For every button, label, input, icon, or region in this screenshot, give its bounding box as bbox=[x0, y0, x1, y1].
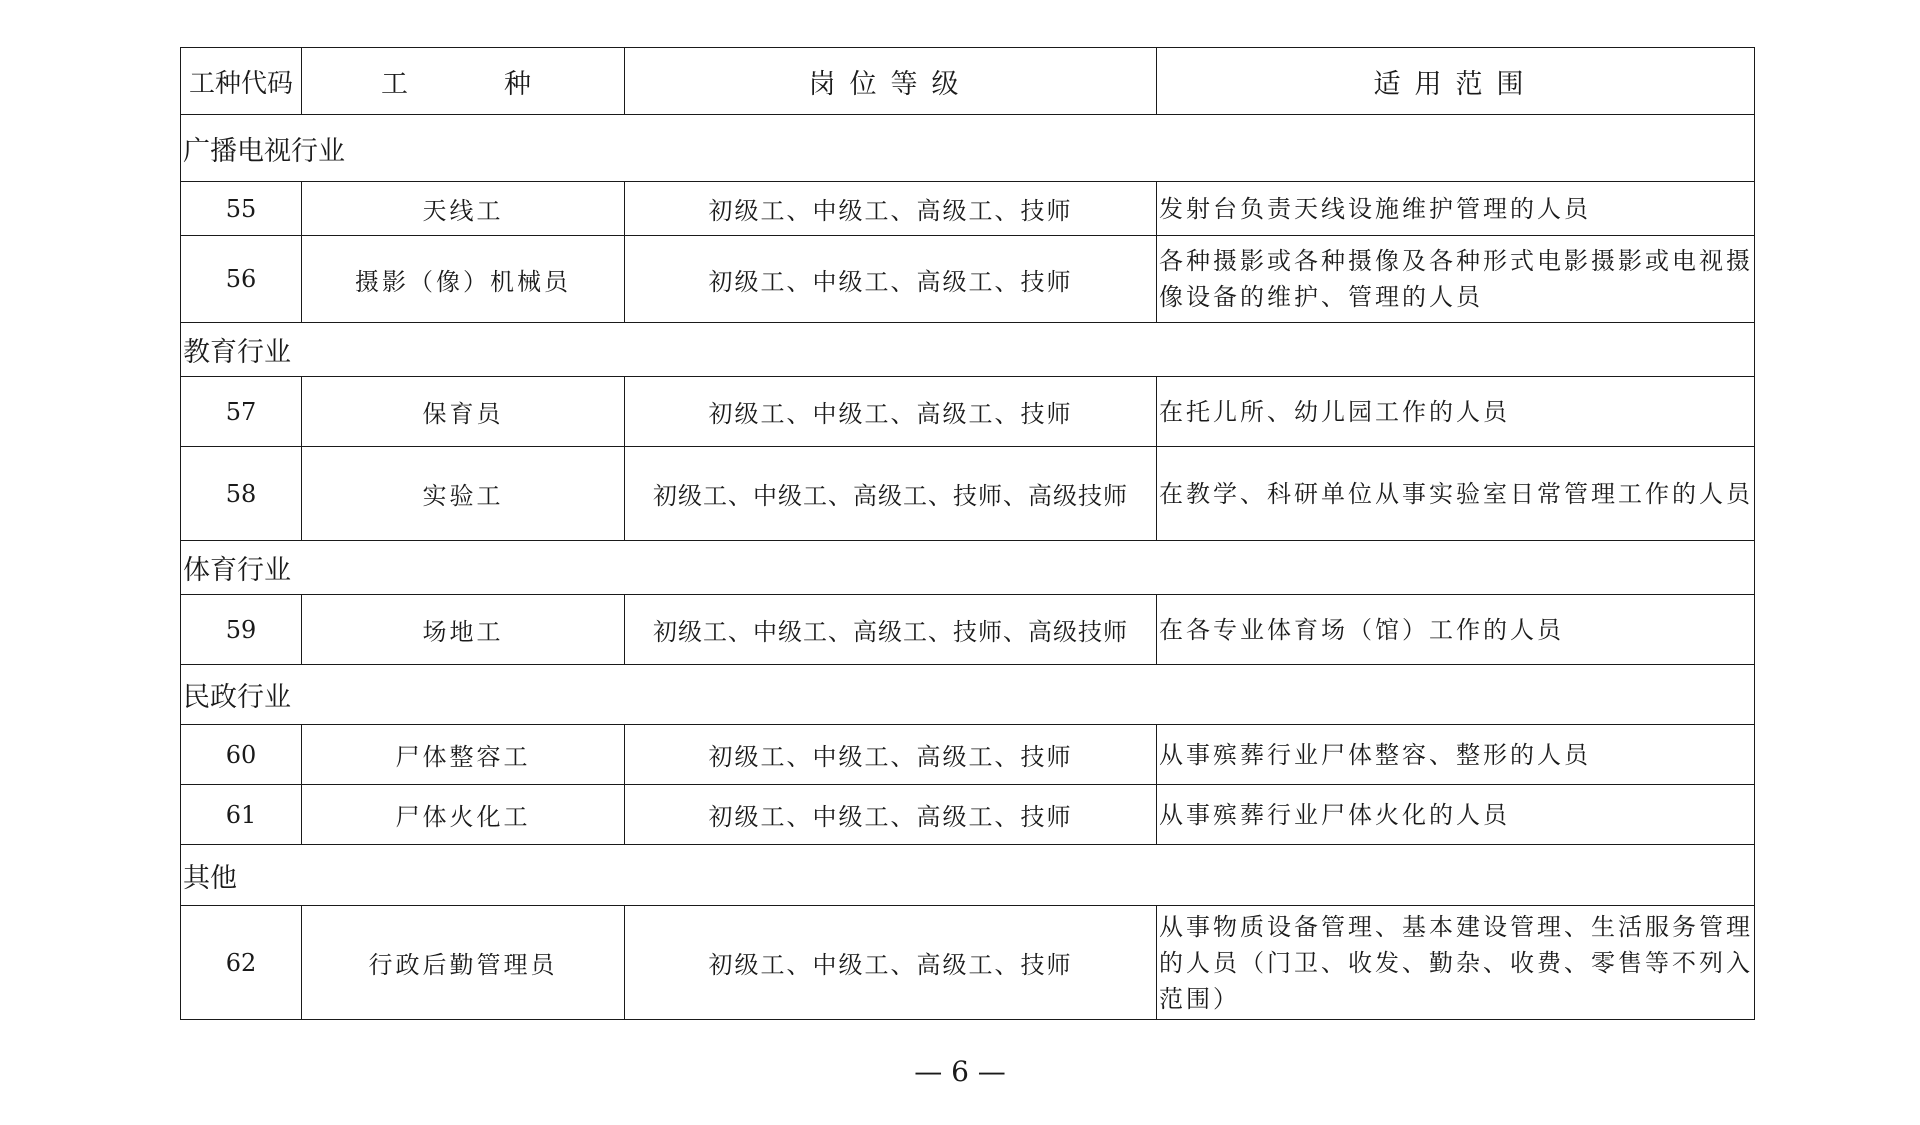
header-job: 工 种 bbox=[302, 48, 625, 115]
cell-code: 60 bbox=[181, 725, 302, 785]
cell-job: 场地工 bbox=[302, 595, 625, 665]
cell-scope: 从事殡葬行业尸体整容、整形的人员 bbox=[1157, 725, 1755, 785]
job-classification-table bbox=[180, 47, 1755, 1020]
cell-level: 初级工、中级工、高级工、技师 bbox=[625, 906, 1157, 1020]
cell-code: 59 bbox=[181, 595, 302, 665]
cell-scope: 在托儿所、幼儿园工作的人员 bbox=[1157, 377, 1755, 447]
table-header-row bbox=[181, 48, 1755, 115]
cell-level: 初级工、中级工、高级工、技师 bbox=[625, 182, 1157, 236]
cell-level: 初级工、中级工、高级工、技师 bbox=[625, 725, 1157, 785]
cell-job: 尸体火化工 bbox=[302, 785, 625, 845]
cell-job: 尸体整容工 bbox=[302, 725, 625, 785]
table-row bbox=[181, 785, 1755, 845]
section-row bbox=[181, 323, 1755, 377]
section-row bbox=[181, 541, 1755, 595]
cell-job: 天线工 bbox=[302, 182, 625, 236]
cell-level: 初级工、中级工、高级工、技师、高级技师 bbox=[625, 595, 1157, 665]
cell-job: 实验工 bbox=[302, 447, 625, 541]
table-row bbox=[181, 725, 1755, 785]
section-title: 教育行业 bbox=[181, 323, 1755, 377]
cell-code: 62 bbox=[181, 906, 302, 1020]
cell-code: 55 bbox=[181, 182, 302, 236]
section-title: 广播电视行业 bbox=[181, 115, 1755, 182]
cell-job: 摄影（像）机械员 bbox=[302, 236, 625, 323]
table-row bbox=[181, 377, 1755, 447]
section-title: 民政行业 bbox=[181, 665, 1755, 725]
cell-scope: 发射台负责天线设施维护管理的人员 bbox=[1157, 182, 1755, 236]
cell-code: 56 bbox=[181, 236, 302, 323]
table-row bbox=[181, 447, 1755, 541]
cell-scope: 各种摄影或各种摄像及各种形式电影摄影或电视摄像设备的维护、管理的人员 bbox=[1157, 236, 1755, 323]
table-row bbox=[181, 906, 1755, 1020]
table-row bbox=[181, 236, 1755, 323]
cell-scope: 从事殡葬行业尸体火化的人员 bbox=[1157, 785, 1755, 845]
section-row bbox=[181, 845, 1755, 906]
cell-scope: 从事物质设备管理、基本建设管理、生活服务管理的人员（门卫、收发、勤杂、收费、零售等不列入范围） bbox=[1157, 906, 1755, 1020]
header-code: 工种代码 bbox=[181, 48, 302, 115]
cell-scope: 在教学、科研单位从事实验室日常管理工作的人员 bbox=[1157, 447, 1755, 541]
table-row bbox=[181, 182, 1755, 236]
cell-scope: 在各专业体育场（馆）工作的人员 bbox=[1157, 595, 1755, 665]
section-row bbox=[181, 665, 1755, 725]
cell-level: 初级工、中级工、高级工、技师 bbox=[625, 785, 1157, 845]
page-number: — 6 — bbox=[914, 1055, 1006, 1088]
cell-job: 保育员 bbox=[302, 377, 625, 447]
cell-code: 61 bbox=[181, 785, 302, 845]
cell-level: 初级工、中级工、高级工、技师 bbox=[625, 377, 1157, 447]
header-scope: 适用范围 bbox=[1157, 48, 1755, 115]
section-title: 其他 bbox=[181, 845, 1755, 906]
section-row bbox=[181, 115, 1755, 182]
header-level: 岗位等级 bbox=[625, 48, 1157, 115]
cell-code: 57 bbox=[181, 377, 302, 447]
table-row bbox=[181, 595, 1755, 665]
cell-level: 初级工、中级工、高级工、技师 bbox=[625, 236, 1157, 323]
cell-level: 初级工、中级工、高级工、技师、高级技师 bbox=[625, 447, 1157, 541]
cell-code: 58 bbox=[181, 447, 302, 541]
section-title: 体育行业 bbox=[181, 541, 1755, 595]
cell-job: 行政后勤管理员 bbox=[302, 906, 625, 1020]
